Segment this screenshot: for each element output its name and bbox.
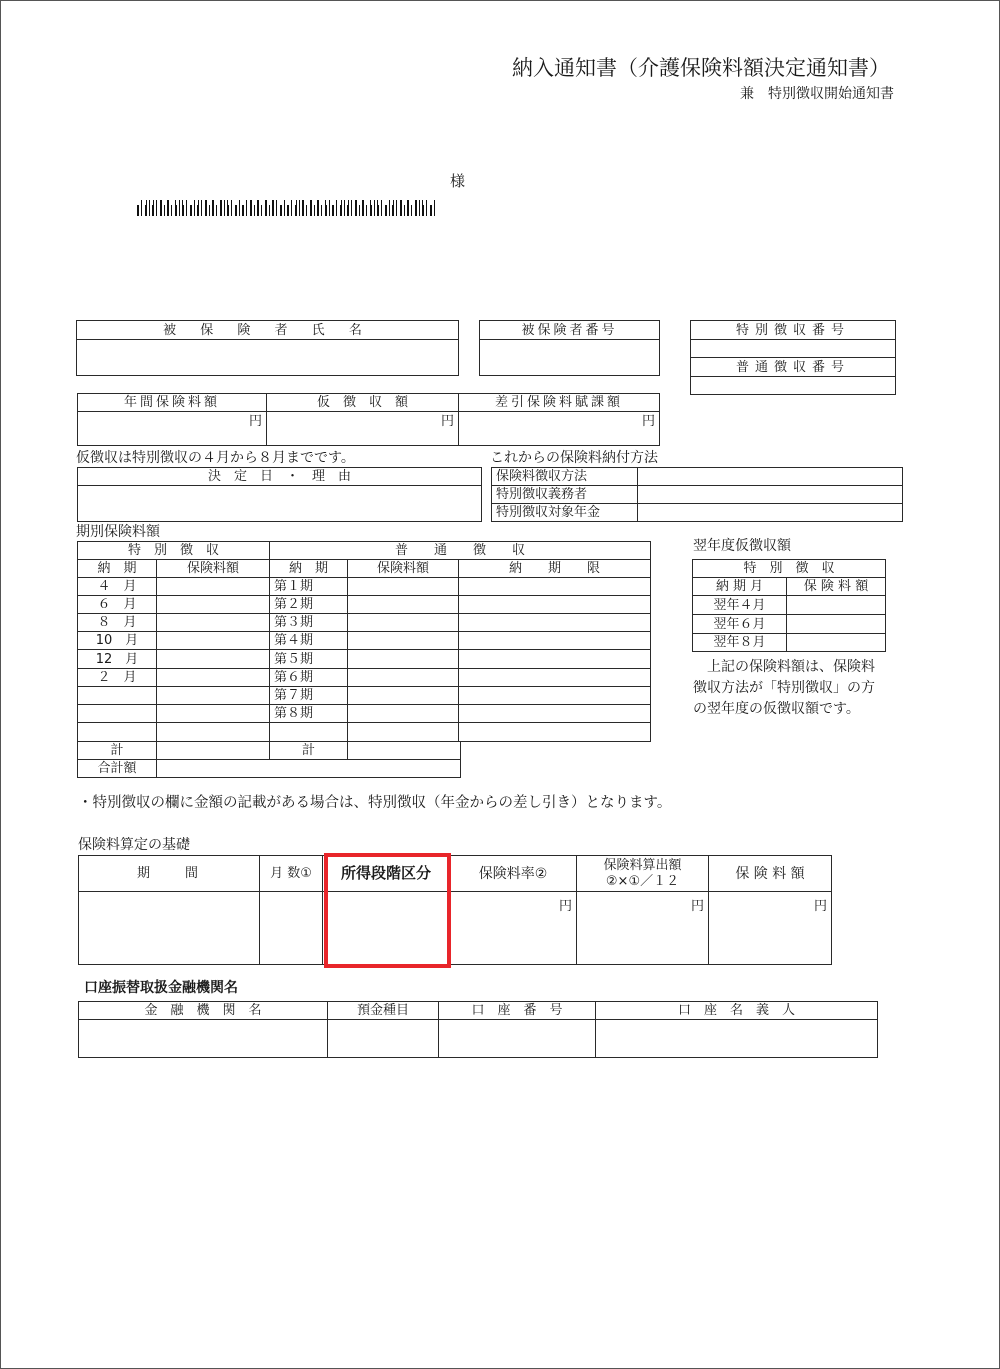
special-amount [157, 650, 270, 668]
insured-name-value [77, 340, 459, 376]
ordinary-period: 第３期 [270, 614, 348, 632]
ordinary-deadline [459, 578, 651, 596]
special-amount [157, 686, 270, 704]
ordinary-amount [348, 722, 459, 741]
ordinary-deadline [459, 632, 651, 650]
special-amount-col: 保険料額 [157, 560, 270, 578]
bank-deposit-type-value [328, 1020, 439, 1058]
special-month [78, 722, 157, 741]
honorific: 様 [450, 172, 466, 190]
basis-section-label: 保険料算定の基礎 [78, 837, 190, 853]
collection-method-label: 保険料徴収方法 [492, 468, 638, 486]
collection-agent-label: 特別徴収義務者 [492, 486, 638, 504]
ordinary-amount [348, 704, 459, 722]
provisional-amount-label: 仮 徴 収 額 [267, 394, 459, 412]
basis-period-col: 期 間 [79, 856, 260, 892]
special-amount [157, 722, 270, 741]
ordinary-amount [348, 614, 459, 632]
decision-table [77, 467, 482, 522]
ordinary-period: 第５期 [270, 650, 348, 668]
ordinary-amount [348, 668, 459, 686]
special-period-col: 納 期 [78, 560, 157, 578]
income-class-highlight [324, 853, 451, 968]
ordinary-period-col: 納 期 [270, 560, 348, 578]
collection-agent-value [638, 486, 903, 504]
special-total-value [157, 742, 270, 760]
future-payment-title: これからの保険料納付方法 [490, 450, 658, 466]
provisional-amount-yen: 円 [267, 412, 459, 446]
next-year-month: 翌年６月 [693, 615, 787, 634]
special-collection-bullet-note: ・特別徴収の欄に金額の記載がある場合は、特別徴収（年金からの差し引き）となります。 [78, 795, 672, 811]
annual-premium-label: 年間保険料額 [78, 394, 267, 412]
ordinary-period: 第８期 [270, 704, 348, 722]
ordinary-deadline-col: 納 期 限 [459, 560, 651, 578]
schedule-section-label: 期別保険料額 [76, 524, 160, 540]
next-year-header: 特 別 徴 収 [693, 560, 886, 578]
schedule-table [77, 541, 651, 742]
net-premium-yen: 円 [459, 412, 660, 446]
basis-rate-yen: 円 [450, 892, 577, 965]
special-month: ６ 月 [78, 596, 157, 614]
ordinary-amount [348, 632, 459, 650]
ordinary-deadline [459, 686, 651, 704]
special-collection-number-label: 特別徴収番号 [691, 321, 896, 340]
ordinary-deadline [459, 722, 651, 741]
basis-calc-col-line2: ②×①／１２ [605, 873, 680, 889]
next-year-amount [787, 634, 886, 652]
special-collection-number-value [691, 340, 896, 358]
insured-number-value [480, 340, 660, 376]
special-month [78, 686, 157, 704]
ordinary-period [270, 722, 348, 741]
insured-number-label: 被保険者番号 [480, 321, 660, 340]
annual-premium-yen: 円 [78, 412, 267, 446]
insured-name-table [76, 320, 459, 376]
target-pension-value [638, 504, 903, 522]
ordinary-total-label: 計 [270, 742, 348, 760]
ordinary-period: 第７期 [270, 686, 348, 704]
next-year-table [692, 559, 886, 652]
basis-table [78, 855, 832, 965]
schedule-total-table [77, 741, 461, 778]
next-year-title: 翌年度仮徴収額 [693, 538, 791, 554]
document-subtitle: 兼 特別徴収開始通知書 [740, 86, 894, 102]
next-year-month: 翌年８月 [693, 634, 787, 652]
next-year-amount [787, 596, 886, 615]
basis-period-value [79, 892, 260, 965]
bank-account-holder-value [596, 1020, 878, 1058]
bank-institution-value [79, 1020, 328, 1058]
insured-number-table [479, 320, 660, 376]
ordinary-amount [348, 578, 459, 596]
ordinary-collection-number-value [691, 377, 896, 395]
bank-account-number-value [439, 1020, 596, 1058]
ordinary-amount-col: 保険料額 [348, 560, 459, 578]
basis-premium-yen: 円 [709, 892, 832, 965]
basis-rate-col: 保険料率② [450, 856, 577, 892]
ordinary-period: 第１期 [270, 578, 348, 596]
insured-name-label: 被 保 険 者 氏 名 [77, 321, 459, 340]
next-year-month-col: 納 期 月 [693, 578, 787, 596]
decision-date-reason-label: 決 定 日 ・ 理 由 [78, 468, 482, 486]
special-month: ２ 月 [78, 668, 157, 686]
basis-premium-col: 保 険 料 額 [709, 856, 832, 892]
collection-method-value [638, 468, 903, 486]
collection-number-table [690, 320, 896, 395]
bank-section-label: 口座振替取扱金融機関名 [84, 980, 238, 996]
ordinary-deadline [459, 596, 651, 614]
net-premium-label: 差引保険料賦課額 [459, 394, 660, 412]
next-year-note: 上記の保険料額は、保険料徴収方法が「特別徴収」の方の翌年度の仮徴収額です。 [693, 659, 875, 717]
next-year-amount [787, 615, 886, 634]
document-title: 納入通知書（介護保険料額決定通知書） [512, 56, 890, 80]
ordinary-deadline [459, 704, 651, 722]
special-amount [157, 596, 270, 614]
bank-account-number-col: 口 座 番 号 [439, 1002, 596, 1020]
ordinary-deadline [459, 668, 651, 686]
special-month: 12 月 [78, 650, 157, 668]
future-payment-table [491, 467, 903, 522]
decision-date-reason-value [78, 486, 482, 522]
ordinary-collection-number-label: 普通徴収番号 [691, 358, 896, 377]
special-total-label: 計 [78, 742, 157, 760]
bank-deposit-type-col: 預金種目 [328, 1002, 439, 1020]
special-month: 10 月 [78, 632, 157, 650]
ordinary-amount [348, 650, 459, 668]
ordinary-period: 第４期 [270, 632, 348, 650]
ordinary-deadline [459, 614, 651, 632]
ordinary-amount [348, 596, 459, 614]
special-month: ８ 月 [78, 614, 157, 632]
bank-institution-col: 金 融 機 関 名 [79, 1002, 328, 1020]
basis-calc-col-line1: 保険料算出額 [603, 857, 682, 873]
amount-table [77, 393, 660, 446]
basis-calc-yen: 円 [577, 892, 709, 965]
ordinary-amount [348, 686, 459, 704]
special-amount [157, 614, 270, 632]
grand-total-value [157, 760, 461, 778]
basis-calc-col [577, 856, 709, 892]
ordinary-period: 第６期 [270, 668, 348, 686]
special-amount [157, 668, 270, 686]
special-month [78, 704, 157, 722]
special-month: ４ 月 [78, 578, 157, 596]
ordinary-period: 第２期 [270, 596, 348, 614]
basis-months-col: 月 数① [260, 856, 323, 892]
basis-months-value [260, 892, 323, 965]
target-pension-label: 特別徴収対象年金 [492, 504, 638, 522]
special-amount [157, 704, 270, 722]
provisional-note: 仮徴収は特別徴収の４月から８月までです。 [76, 450, 355, 466]
ordinary-collection-header: 普 通 徴 収 [270, 542, 651, 560]
bank-account-holder-col: 口 座 名 義 人 [596, 1002, 878, 1020]
ordinary-deadline [459, 650, 651, 668]
ordinary-total-value [348, 742, 461, 760]
next-year-month: 翌年４月 [693, 596, 787, 615]
basis-income-class-col: 所得段階区分 [323, 856, 450, 892]
special-collection-header: 特 別 徴 収 [78, 542, 270, 560]
grand-total-label: 合計額 [78, 760, 157, 778]
special-amount [157, 632, 270, 650]
postal-barcode [137, 200, 437, 216]
bank-table [78, 1001, 878, 1058]
next-year-amount-col: 保 険 料 額 [787, 578, 886, 596]
special-amount [157, 578, 270, 596]
